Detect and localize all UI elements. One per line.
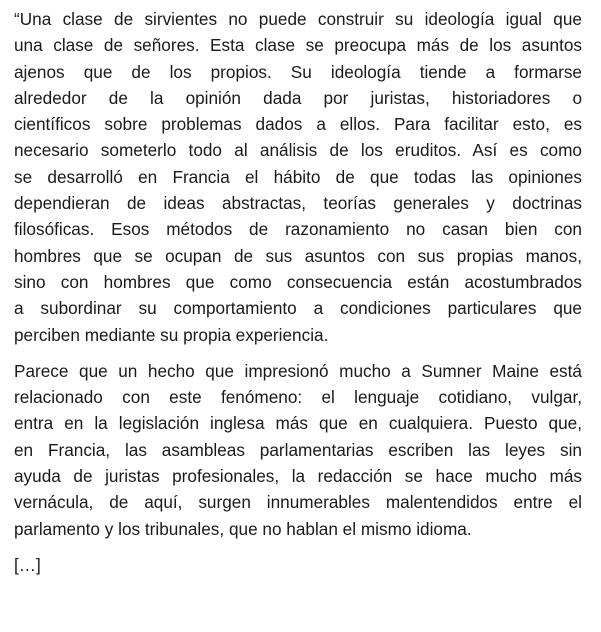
text-line: una clase de señores. Esta clase se preocupa más de los asuntos bbox=[14, 35, 582, 56]
text-line: entra en la legislación inglesa más que en cualquiera. Puesto que, bbox=[14, 413, 582, 434]
text-line: dependieran de ideas abstractas, teorías generales y doctrinas bbox=[14, 193, 582, 214]
text-line: a subordinar su comportamiento a condiciones particulares que bbox=[14, 298, 582, 319]
text-line: ayuda de juristas profesionales, la redacción se hace mucho más bbox=[14, 466, 582, 487]
text-line: parlamento y los tribunales, que no hablan el mismo idioma. bbox=[14, 518, 472, 539]
ellipsis-text: […] bbox=[14, 554, 41, 575]
text-line: perciben mediante su propia experiencia. bbox=[14, 324, 329, 345]
text-line: ajenos que de los propios. Su ideología tiende a formarse bbox=[14, 61, 582, 82]
paragraph-2 bbox=[14, 358, 582, 542]
text-line: “Una clase de sirvientes no puede construir su ideología igual que bbox=[14, 9, 582, 29]
text-line: filosóficas. Esos métodos de razonamiento no casan bien con bbox=[14, 219, 582, 240]
text-line: se desarrolló en Francia el hábito de que todas las opiniones bbox=[14, 166, 582, 187]
text-line: sino con hombres que como consecuencia están acostumbrados bbox=[14, 271, 582, 292]
text-line: Parece que un hecho que impresionó mucho a Sumner Maine está bbox=[14, 360, 582, 381]
paragraph-1 bbox=[14, 6, 582, 348]
ellipsis-paragraph bbox=[14, 552, 582, 578]
text-line: alrededor de la opinión dada por juristas, historiadores o bbox=[14, 87, 582, 108]
text-line: en Francia, las asambleas parlamentarias escriben las leyes sin bbox=[14, 439, 582, 460]
text-line: relacionado con este fenómeno: el lenguaje cotidiano, vulgar, bbox=[14, 387, 582, 408]
text-line: científicos sobre problemas dados a ellos. Para facilitar esto, es bbox=[14, 114, 582, 135]
text-line: necesario someterlo todo al análisis de los eruditos. Así es como bbox=[14, 140, 582, 161]
document-page bbox=[14, 6, 582, 578]
text-line: vernácula, de aquí, surgen innumerables malentendidos entre el bbox=[14, 492, 582, 513]
text-line: hombres que se ocupan de sus asuntos con sus propias manos, bbox=[14, 245, 582, 266]
